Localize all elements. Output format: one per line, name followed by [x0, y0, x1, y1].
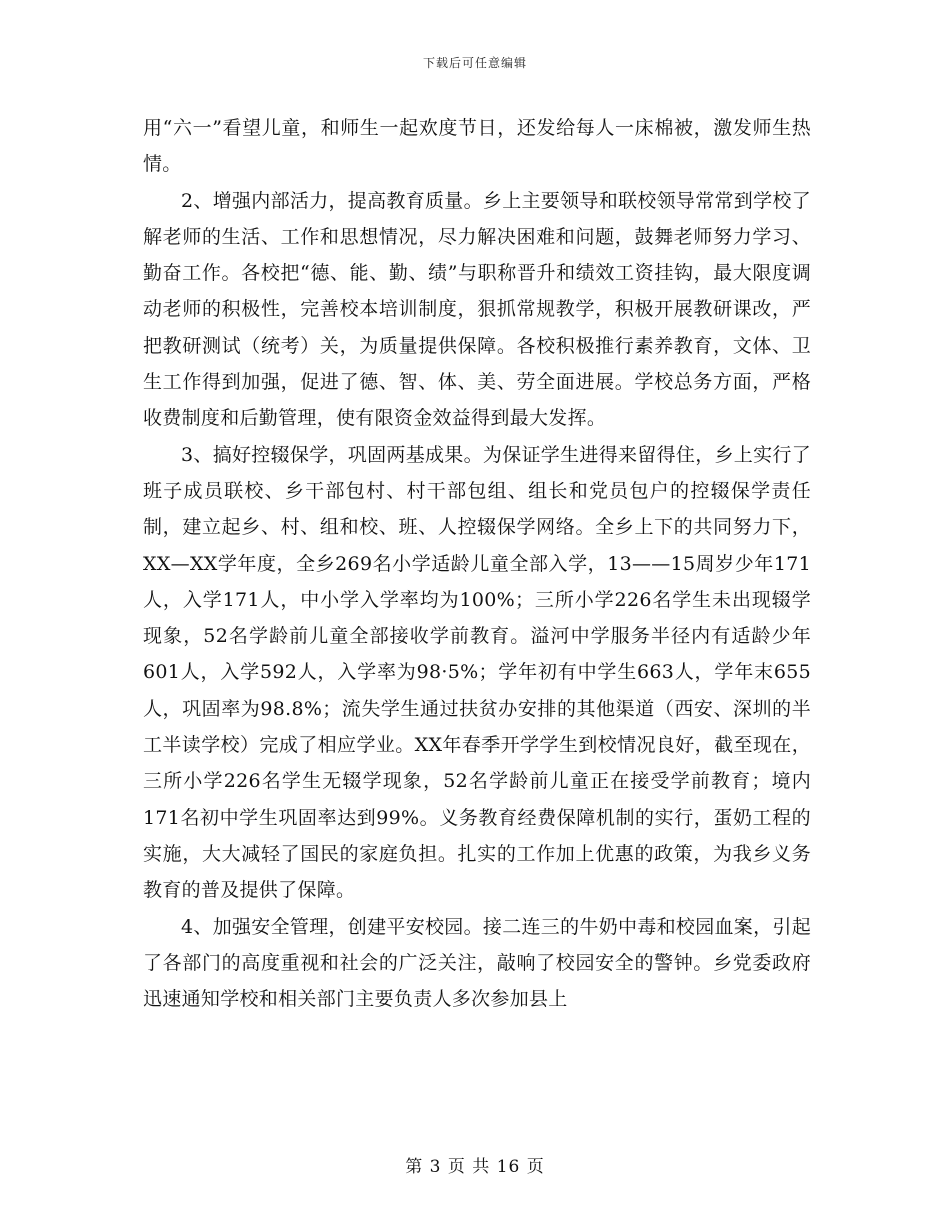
- page-header: 下载后可任意编辑: [422, 56, 527, 70]
- paragraph-continued: 用“六一”看望儿童，和师生一起欢度节日，还发给每人一床棉被，激发师生热情。: [143, 117, 811, 176]
- page-number-footer: 第 3 页 共 16 页: [405, 1157, 545, 1177]
- paragraph-campus-safety: 4、加强安全管理，创建平安校园。接二连三的牛奶中毒和校园血案，引起了各部门的高度重视和社会的广泛关注，敲响了校园安全的警钟。乡党委政府迅速通知学校和相关部门主要负责人多次参加县上: [143, 915, 811, 1011]
- paragraph-teaching-quality: 2、增强内部活力，提高教育质量。乡上主要领导和联校领导常常到学校了解老师的生活、工作和思想情况，尽力解决困难和问题，鼓舞老师努力学习、勤奋工作。各校把“德、能、勤、绩”与职称晋升和绩效工资挂钩，最大限度调动老师的积极性，完善校本培训制度，狠抓常规教学，积极开展教研课改，严把教研测试（统考）关，为质量提供保障。各校积极推行素养教育，文体、卫生工作得到加强，促进了德、智、体、美、劳全面进展。学校总务方面，严格收费制度和后勤管理，使有限资金效益得到最大发挥。: [143, 189, 811, 430]
- paragraph-dropout-control: 3、搞好控辍保学，巩固两基成果。为保证学生进得来留得住，乡上实行了班子成员联校、乡干部包村、村干部包组、组长和党员包户的控辍保学责任制，建立起乡、村、组和校、班、人控辍保学网络。全乡上下的共同努力下，XX—XX学年度，全乡269名小学适龄儿童全部入学，13——15周岁少年171人，入学171人，中小学入学率均为100%；三所小学226名学生未出现辍学现象，52名学龄前儿童全部接收学前教育。溢河中学服务半径内有适龄少年601人，入学592人，入学率为98·5%；学年初有中学生663人，学年末655人，巩固率为98.8%；流失学生通过扶贫办安排的其他渠道（西安、深圳的半工半读学校）完成了相应学业。XX年春季开学学生到校情况良好，截至现在，三所小学226名学生无辍学现象，52名学龄前儿童正在接受学前教育；境内171名初中学生巩固率达到99%。义务教育经费保障机制的实行，蛋奶工程的实施，大大减轻了国民的家庭负担。扎实的工作加上优惠的政策，为我乡义务教育的普及提供了保障。: [143, 443, 811, 902]
- document-body: [143, 110, 811, 1017]
